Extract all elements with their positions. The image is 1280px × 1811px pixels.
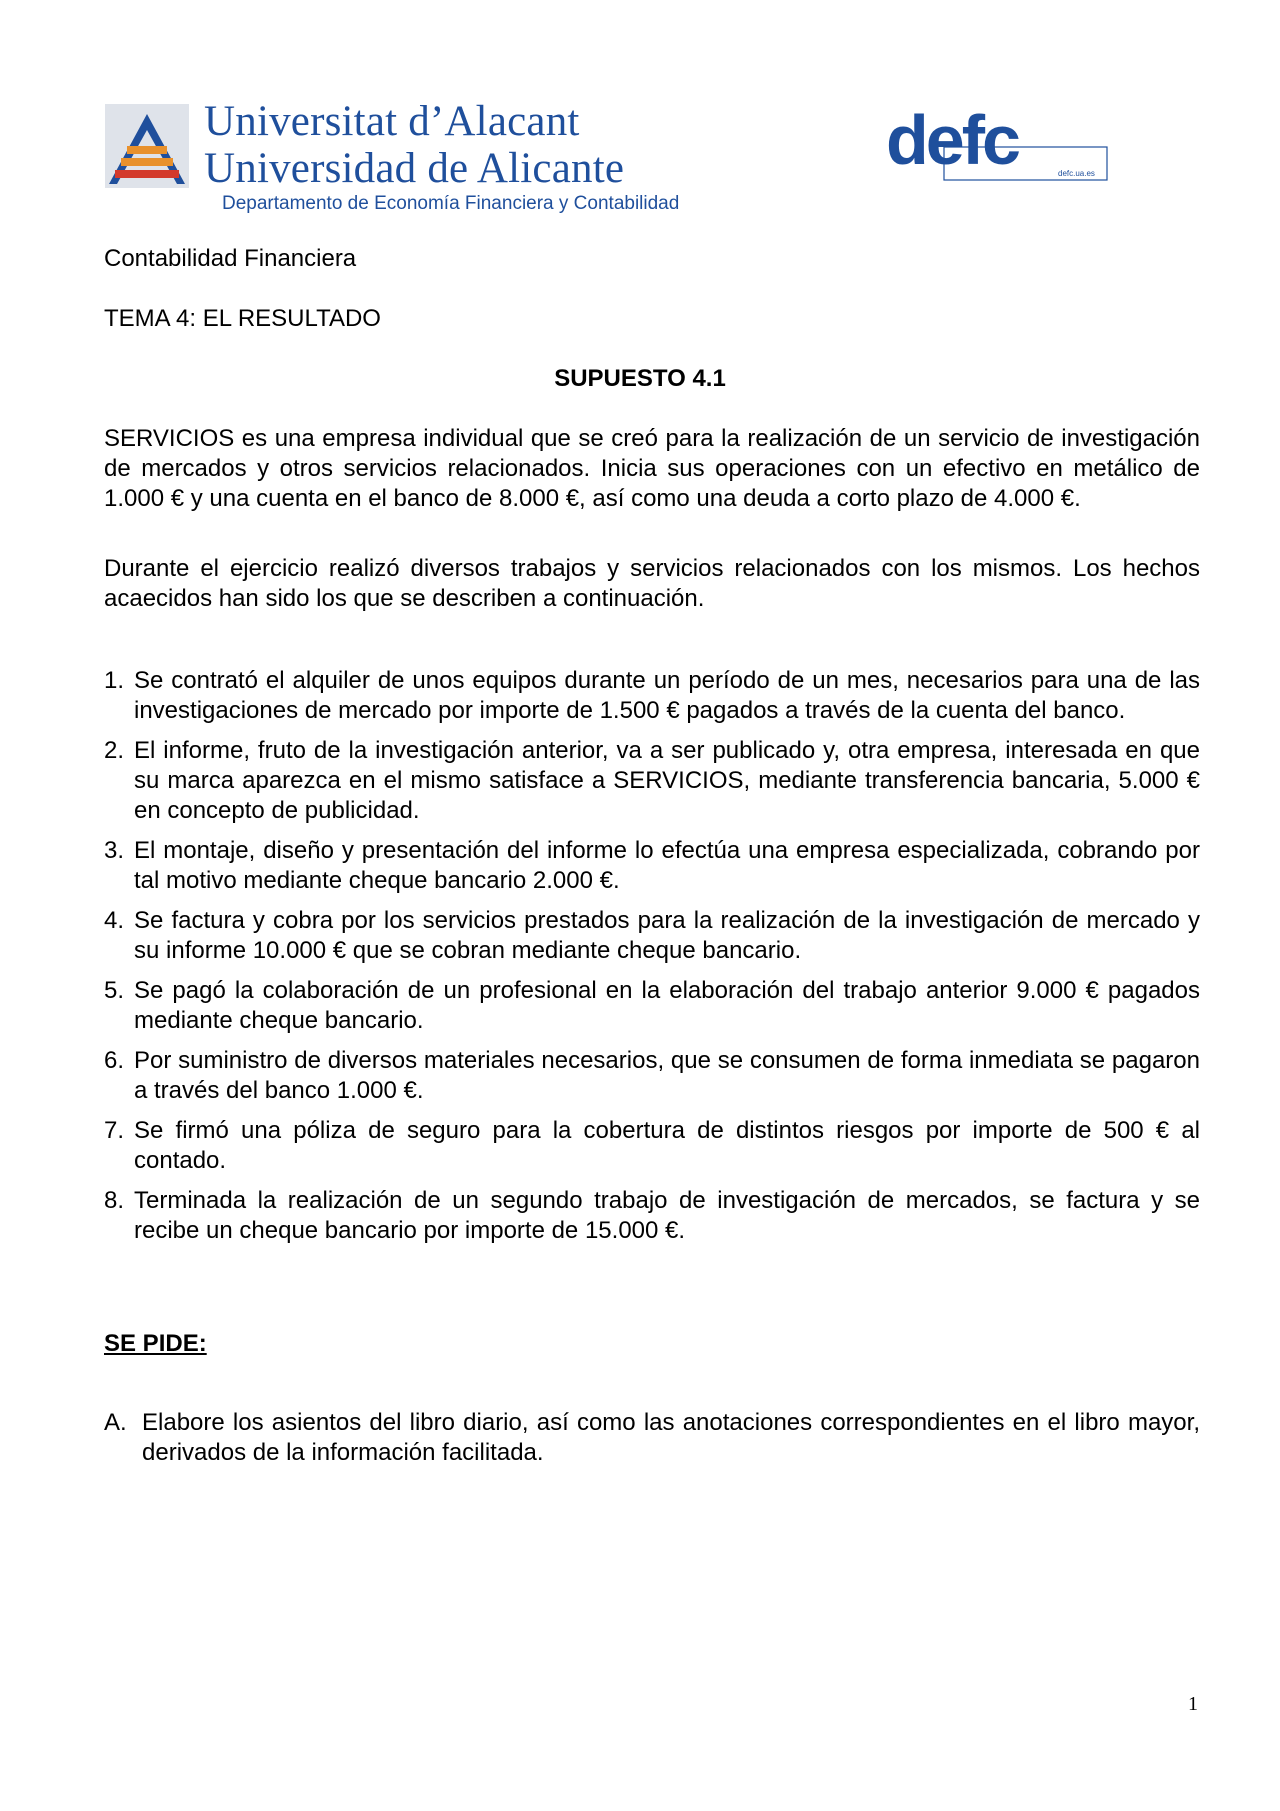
defc-logo-small-text: defc.ua.es	[1058, 169, 1095, 178]
department-name: Departamento de Economía Financiera y Contabilidad	[222, 193, 680, 214]
course-name: Contabilidad Financiera	[104, 245, 357, 272]
university-logo-icon	[105, 104, 189, 188]
topic-heading: TEMA 4: EL RESULTADO	[104, 305, 381, 332]
list-item-text: El montaje, diseño y presentación del informe lo efectúa una empresa especializada, cobrando por tal motivo mediante cheque bancario 2.000 €.	[134, 837, 1200, 894]
list-item-number: 5.	[104, 977, 125, 1004]
list-item-text: Se pagó la colaboración de un profesional en la elaboración del trabajo anterior 9.000 € pagados mediante cheque bancario.	[134, 977, 1200, 1034]
list-item	[104, 976, 1200, 1036]
list-item-text: Se factura y cobra por los servicios prestados para la realización de la investigación de mercado y su informe 10.000 € que se cobran mediante cheque bancario.	[134, 907, 1200, 964]
list-item	[104, 836, 1200, 896]
list-item-text: Se firmó una póliza de seguro para la cobertura de distintos riesgos por importe de 500 € al contado.	[134, 1117, 1200, 1174]
list-item-text: Terminada la realización de un segundo trabajo de investigación de mercados, se factura y se recibe un cheque bancario por importe de 15.000 €.	[134, 1187, 1200, 1244]
list-item-number: 4.	[104, 907, 125, 934]
se-pide-heading: SE PIDE:	[104, 1330, 207, 1357]
intro-paragraph-1: SERVICIOS es una empresa individual que se creó para la realización de un servicio de investigación de mercados y otros servicios relacionados. Inicia sus operaciones con un efectivo en metálico de 1.000 € y una cuenta en el banco de 8.000 €, así como una deuda a corto plazo de 4.000 €.	[104, 425, 1200, 512]
exercise-title: SUPUESTO 4.1	[554, 365, 726, 392]
list-item	[104, 666, 1200, 726]
list-item	[104, 736, 1200, 826]
university-name	[204, 98, 624, 192]
intro-paragraph-2: Durante el ejercicio realizó diversos trabajos y servicios relacionados con los mismos. Los hechos acaecidos han sido los que se describen a continuación.	[104, 555, 1200, 612]
university-name-line2: Universidad de Alicante	[204, 145, 625, 192]
transactions-list	[104, 666, 1200, 1256]
university-name-line1: Universitat d’Alacant	[204, 98, 580, 145]
list-item-number: 1.	[104, 667, 125, 694]
task-letter: A.	[104, 1409, 127, 1436]
defc-logo-text: defc	[886, 102, 1018, 179]
list-item-number: 3.	[104, 837, 125, 864]
list-item-text: El informe, fruto de la investigación anterior, va a ser publicado y, otra empresa, interesada en que su marca aparezca en el mismo satisface a SERVICIOS, mediante transferencia bancaria, 5.000 € en concepto de publicidad.	[134, 737, 1200, 824]
list-item-number: 6.	[104, 1047, 125, 1074]
list-item-number: 2.	[104, 737, 125, 764]
list-item	[104, 1116, 1200, 1176]
task-text: Elabore los asientos del libro diario, así como las anotaciones correspondientes en el libro mayor, derivados de la información facilitada.	[142, 1409, 1200, 1466]
page-number: 1	[1188, 1693, 1198, 1715]
list-item-text: Se contrató el alquiler de unos equipos durante un período de un mes, necesarios para una de las investigaciones de mercado por importe de 1.500 € pagados a través de la cuenta del banco.	[134, 667, 1200, 724]
list-item	[104, 1046, 1200, 1106]
list-item	[104, 1186, 1200, 1246]
list-item-number: 7.	[104, 1117, 125, 1144]
task-a	[104, 1408, 1200, 1468]
defc-logo	[884, 102, 1108, 182]
list-item	[104, 906, 1200, 966]
list-item-number: 8.	[104, 1187, 125, 1214]
list-item-text: Por suministro de diversos materiales necesarios, que se consumen de forma inmediata se pagaron a través del banco 1.000 €.	[134, 1047, 1200, 1104]
